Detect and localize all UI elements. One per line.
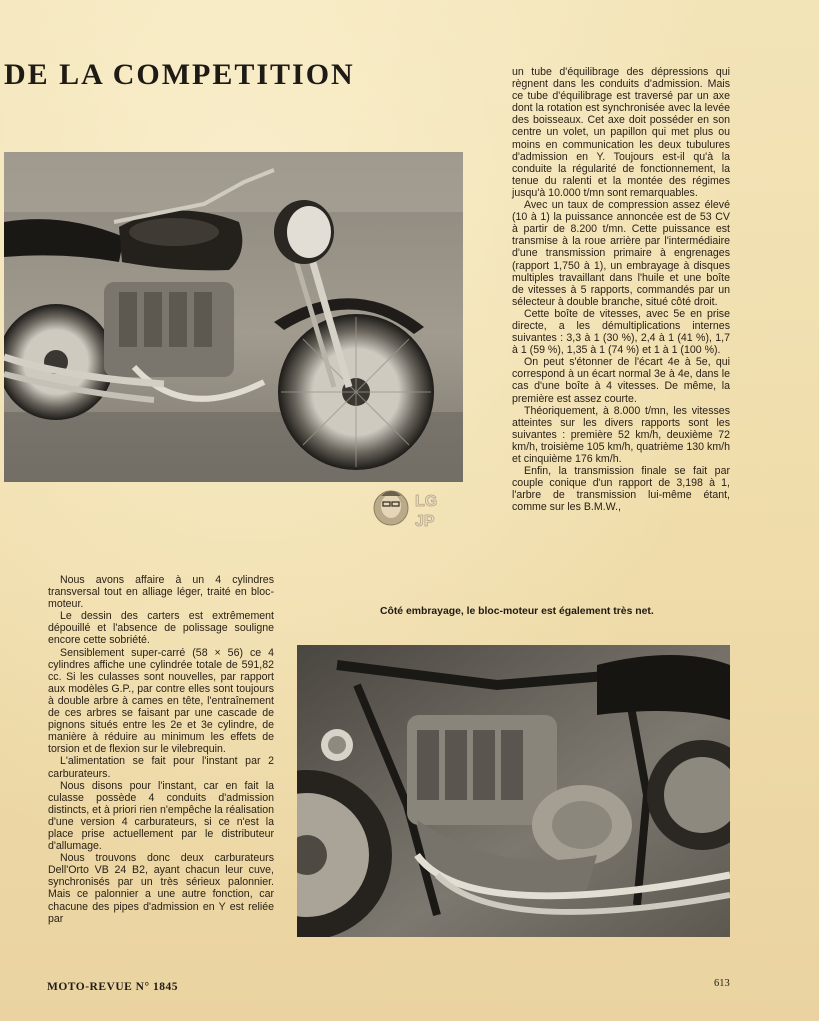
- paragraph: Cette boîte de vitesses, avec 5e en prise directe, a les démultiplications internes suivantes : 3,3 à 1 (30 %), 2,4 à 1 (41 %), 1,7 à 1 (59 %), 1,35 à 1 (74 %) et 1 à 1 (100 %).: [512, 307, 730, 357]
- paragraph: Théoriquement, à 8.000 t/mn, les vitesses atteintes sur les divers rapports sont les suivantes : première 52 km/h, deuxième 72 km/h, troisième 105 km/h, quatrième 130 km/h et cinquième 176 km/h.: [512, 404, 730, 465]
- engine-photo: [297, 645, 730, 937]
- paragraph: Nous avons affaire à un 4 cylindres transversal tout en alliage léger, traité en bloc-moteur.: [48, 574, 274, 611]
- paragraph: Nous disons pour l'instant, car en fait la culasse possède 4 conduits d'admission distincts, et à priori rien n'empêche la réalisation d'une version 4 carburateurs, si ce n'est la place prise actuellement par le distributeur d'allumage.: [48, 779, 274, 853]
- face-logo-icon: [371, 482, 451, 538]
- left-text-column: [48, 574, 274, 925]
- paragraph: un tube d'équilibrage des dépressions qui règnent dans les conduits d'admission. Mais ce tube d'équilibrage est traversé par un axe dont la rotation est synchronisée avec la levée des boisseaux. Cet axe doit posséder en son centre un volet, un papillon qui met plus ou moins en communication les deux tubulures d'admission en Y. Toujours est-il qu'à la conduite la régularité de fonctionnement, la tenue du ralenti et la montée des régimes jusqu'à 10.000 t/mn sont remarquables.: [512, 66, 730, 199]
- paragraph: Sensiblement super-carré (58 × 56) ce 4 cylindres affiche une cylindrée totale de 591,82 cc. Si les culasses sont nouvelles, par rapport aux modèles G.P., par contre elles sont toujours à double arbre à cames en tête, l'entraînement de ces arbres se faisant par une cascade de pignons situés entre les 2e et 3e cylindre, de manière à réduire au minimum les effets de torsion et de flexion sur le vilebrequin.: [48, 646, 274, 756]
- watermark-stamp: [371, 482, 451, 538]
- page-number: 613: [714, 978, 730, 989]
- engine-image: [297, 645, 730, 937]
- paragraph: Nous trouvons donc deux carburateurs Dell'Orto VB 24 B2, ayant chacun leur cuve, synchronisés par un très sérieux palonnier. Mais ce palonnier a une autre fonction, car chacune des pipes d'admission en Y est reliée par: [48, 852, 274, 925]
- motorcycle-photo: [4, 152, 463, 482]
- svg-text:LG: LG: [415, 493, 438, 510]
- paragraph: Avec un taux de compression assez élevé (10 à 1) la puissance annoncée est de 53 CV à partir de 8.200 t/mn. Cette puissance est transmise à la roue arrière par l'intermédiaire d'une transmission primaire à engrenages (rapport 1,750 à 1), un embrayage à disques multiples travaillant dans l'huile et une boîte de vitesses à 5 rapports, commandés par un sélecteur à double branche, situé côté droit.: [512, 199, 730, 308]
- motorcycle-image: [4, 152, 463, 482]
- paragraph: Enfin, la transmission finale se fait par couple conique d'un rapport de 3,198 à 1, l'arbre de transmission lui-même étant, comme sur les B.M.W.,: [512, 465, 730, 514]
- right-text-column: [512, 66, 730, 513]
- paragraph: Le dessin des carters est extrêmement dépouillé et l'absence de polissage souligne encore cette sobriété.: [48, 610, 274, 647]
- paragraph: L'alimentation se fait pour l'instant par 2 carburateurs.: [48, 755, 274, 780]
- magazine-issue: MOTO-REVUE N° 1845: [47, 981, 178, 993]
- photo-caption: Côté embrayage, le bloc-moteur est également très net.: [380, 606, 654, 617]
- article-headline: DE LA COMPETITION: [4, 58, 355, 91]
- paragraph: On peut s'étonner de l'écart 4e à 5e, qui correspond à un écart normal 3e à 4e, dans le cas d'une boîte à 4 vitesses. De même, la première est assez courte.: [512, 356, 730, 405]
- svg-text:JP: JP: [415, 513, 435, 530]
